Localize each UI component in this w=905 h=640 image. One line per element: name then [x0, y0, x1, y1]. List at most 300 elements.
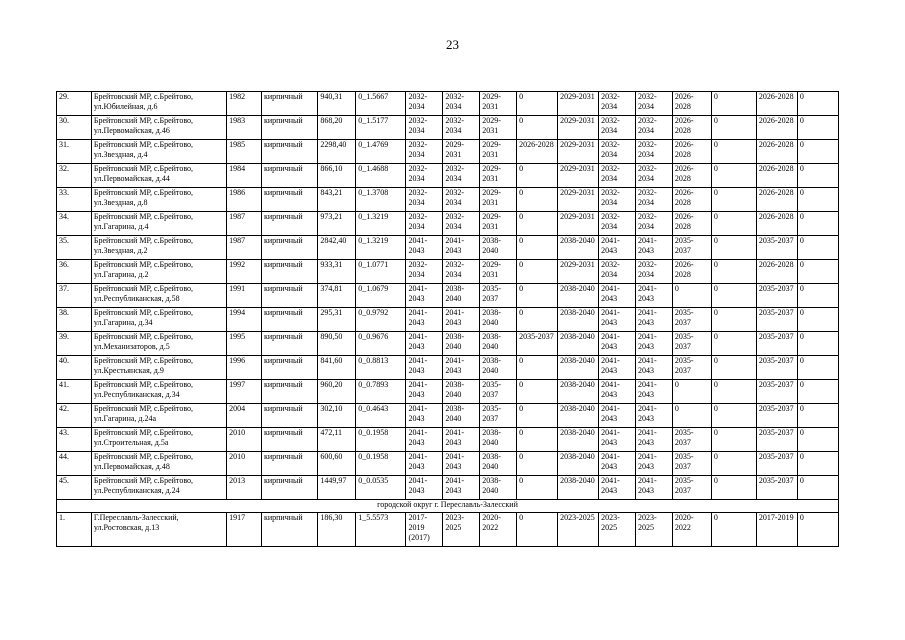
cell-c4: 0	[517, 452, 558, 476]
cell-area: 472,11	[318, 428, 356, 452]
cell-year: 1983	[227, 116, 262, 140]
address-line-2: ул.Гагарина, д.4	[93, 222, 149, 231]
cell-c2: 2038-2040	[443, 284, 480, 308]
cell-year: 2004	[227, 404, 262, 428]
cell-index: 0_1.3708	[356, 188, 406, 212]
cell-address	[91, 116, 226, 140]
cell-address	[91, 404, 226, 428]
cell-index: 0_0.0535	[356, 476, 406, 500]
cell-c7: 2041-2043	[635, 332, 672, 356]
cell-address	[91, 380, 226, 404]
cell-c1: 2032-2034	[406, 116, 443, 140]
cell-c10: 2035-2037	[756, 236, 797, 260]
cell-num: 30.	[57, 116, 92, 140]
cell-area: 868,20	[318, 116, 356, 140]
cell-year: 2010	[227, 428, 262, 452]
cell-c3: 2038-2040	[480, 428, 517, 452]
cell-c4: 0	[517, 212, 558, 236]
housing-table	[56, 91, 839, 547]
cell-c1: 2041-2043	[406, 356, 443, 380]
cell-c6: 2041-2043	[599, 308, 636, 332]
cell-c2: 2041-2043	[443, 452, 480, 476]
cell-address	[91, 164, 226, 188]
address-line-1: Брейтовский МР, с.Брейтово,	[93, 332, 194, 341]
cell-c6: 2041-2043	[599, 284, 636, 308]
cell-year: 1917	[227, 513, 262, 547]
cell-c8: 2026-2028	[672, 212, 711, 236]
address-line-1: Брейтовский МР, с.Брейтово,	[93, 116, 194, 125]
cell-material: кирпичный	[261, 92, 317, 116]
cell-material: кирпичный	[261, 236, 317, 260]
cell-num: 37.	[57, 284, 92, 308]
cell-c9: 0	[711, 380, 756, 404]
cell-material: кирпичный	[261, 116, 317, 140]
cell-area: 2298,40	[318, 140, 356, 164]
table-row	[57, 452, 839, 476]
cell-year: 1985	[227, 140, 262, 164]
table-row	[57, 236, 839, 260]
cell-c10: 2035-2037	[756, 284, 797, 308]
cell-address	[91, 212, 226, 236]
address-line-2: ул.Гагарина, д.24а	[93, 414, 157, 423]
cell-c9: 0	[711, 308, 756, 332]
address-line-2: ул.Механизаторов, д.5	[93, 342, 170, 351]
cell-num: 29.	[57, 92, 92, 116]
cell-area: 973,21	[318, 212, 356, 236]
cell-c7: 2023-2025	[635, 513, 672, 547]
cell-c9: 0	[711, 260, 756, 284]
cell-index: 0_1.4688	[356, 164, 406, 188]
cell-c9: 0	[711, 236, 756, 260]
cell-year: 2013	[227, 476, 262, 500]
cell-c6: 2032-2034	[599, 116, 636, 140]
table-row	[57, 164, 839, 188]
cell-c9: 0	[711, 140, 756, 164]
cell-c5: 2029-2031	[558, 116, 599, 140]
cell-address	[91, 284, 226, 308]
cell-year: 1994	[227, 308, 262, 332]
address-line-2: ул.Республиканская, д.24	[93, 486, 180, 495]
cell-c10: 2035-2037	[756, 308, 797, 332]
cell-c9: 0	[711, 164, 756, 188]
cell-c6: 2041-2043	[599, 356, 636, 380]
cell-c7: 2032-2034	[635, 140, 672, 164]
cell-c11: 0	[797, 212, 838, 236]
cell-c6: 2041-2043	[599, 236, 636, 260]
cell-c11: 0	[797, 308, 838, 332]
cell-area: 843,21	[318, 188, 356, 212]
cell-num: 32.	[57, 164, 92, 188]
cell-c10: 2035-2037	[756, 452, 797, 476]
cell-num: 42.	[57, 404, 92, 428]
address-line-1: Брейтовский МР, с.Брейтово,	[93, 380, 194, 389]
cell-year: 1987	[227, 236, 262, 260]
cell-address	[91, 513, 226, 547]
cell-material: кирпичный	[261, 513, 317, 547]
cell-c3: 2038-2040	[480, 452, 517, 476]
cell-c4: 0	[517, 236, 558, 260]
cell-c8: 2020-2022	[672, 513, 711, 547]
cell-c7: 2041-2043	[635, 428, 672, 452]
cell-c1: 2041-2043	[406, 428, 443, 452]
cell-c8: 2026-2028	[672, 260, 711, 284]
cell-c8: 0	[672, 404, 711, 428]
cell-c1: 2041-2043	[406, 284, 443, 308]
table-row	[57, 284, 839, 308]
cell-c5: 2029-2031	[558, 212, 599, 236]
cell-c2: 2038-2040	[443, 404, 480, 428]
cell-c10: 2026-2028	[756, 116, 797, 140]
table-row	[57, 140, 839, 164]
cell-c3: 2038-2040	[480, 476, 517, 500]
cell-c1: 2032-2034	[406, 260, 443, 284]
cell-c5: 2029-2031	[558, 140, 599, 164]
address-line-1: Брейтовский МР, с.Брейтово,	[93, 428, 194, 437]
cell-c3: 2035-2037	[480, 404, 517, 428]
cell-c9: 0	[711, 92, 756, 116]
address-line-1: Брейтовский МР, с.Брейтово,	[93, 236, 194, 245]
cell-area: 866,10	[318, 164, 356, 188]
cell-index: 0_0.8813	[356, 356, 406, 380]
address-line-2: ул.Первомайская, д.46	[93, 126, 170, 135]
cell-c11: 0	[797, 404, 838, 428]
cell-c11: 0	[797, 188, 838, 212]
cell-index: 0_0.9676	[356, 332, 406, 356]
cell-material: кирпичный	[261, 332, 317, 356]
cell-c1: 2041-2043	[406, 332, 443, 356]
cell-c10: 2026-2028	[756, 188, 797, 212]
cell-c9: 0	[711, 332, 756, 356]
cell-c11: 0	[797, 380, 838, 404]
cell-address	[91, 476, 226, 500]
cell-index: 0_0.1958	[356, 428, 406, 452]
cell-address	[91, 452, 226, 476]
cell-c2: 2032-2034	[443, 212, 480, 236]
cell-c3: 2020-2022	[480, 513, 517, 547]
cell-c2: 2032-2034	[443, 164, 480, 188]
cell-c1: 2032-2034	[406, 212, 443, 236]
cell-c4: 0	[517, 428, 558, 452]
cell-area: 295,31	[318, 308, 356, 332]
cell-c3: 2038-2040	[480, 236, 517, 260]
cell-c6: 2032-2034	[599, 140, 636, 164]
cell-num: 40.	[57, 356, 92, 380]
cell-c3: 2035-2037	[480, 284, 517, 308]
cell-c8: 2026-2028	[672, 92, 711, 116]
table-row	[57, 356, 839, 380]
address-line-2: ул.Первомайская, д.44	[93, 174, 170, 183]
cell-material: кирпичный	[261, 428, 317, 452]
cell-index: 0_1.3219	[356, 236, 406, 260]
cell-c11: 0	[797, 428, 838, 452]
cell-material: кирпичный	[261, 188, 317, 212]
table-body	[57, 92, 839, 547]
cell-num: 35.	[57, 236, 92, 260]
cell-c1: 2032-2034	[406, 140, 443, 164]
cell-c1: 2041-2043	[406, 404, 443, 428]
cell-c2: 2041-2043	[443, 428, 480, 452]
section-title: городской округ г. Переславль-Залесский	[57, 500, 839, 513]
cell-c10: 2026-2028	[756, 140, 797, 164]
cell-c11: 0	[797, 236, 838, 260]
address-line-2: ул.Республиканская, д.34	[93, 390, 180, 399]
cell-c2: 2023-2025	[443, 513, 480, 547]
cell-c2: 2041-2043	[443, 476, 480, 500]
cell-c6: 2032-2034	[599, 188, 636, 212]
address-line-1: Брейтовский МР, с.Брейтово,	[93, 212, 194, 221]
cell-c2: 2041-2043	[443, 308, 480, 332]
cell-c7: 2041-2043	[635, 284, 672, 308]
cell-c9: 0	[711, 428, 756, 452]
cell-area: 1449,97	[318, 476, 356, 500]
cell-c11: 0	[797, 260, 838, 284]
cell-c1: 2032-2034	[406, 164, 443, 188]
cell-num: 34.	[57, 212, 92, 236]
cell-c11: 0	[797, 140, 838, 164]
cell-address	[91, 188, 226, 212]
cell-address	[91, 236, 226, 260]
cell-c8: 2035-2037	[672, 332, 711, 356]
cell-year: 1982	[227, 92, 262, 116]
cell-c4: 0	[517, 404, 558, 428]
cell-c6: 2023-2025	[599, 513, 636, 547]
cell-c5: 2029-2031	[558, 188, 599, 212]
cell-material: кирпичный	[261, 284, 317, 308]
cell-num: 44.	[57, 452, 92, 476]
cell-c3: 2029-2031	[480, 260, 517, 284]
address-line-1: Брейтовский МР, с.Брейтово,	[93, 164, 194, 173]
cell-c2: 2032-2034	[443, 260, 480, 284]
cell-index: 0_0.9792	[356, 308, 406, 332]
cell-c10: 2026-2028	[756, 212, 797, 236]
cell-c7: 2041-2043	[635, 308, 672, 332]
cell-c9: 0	[711, 212, 756, 236]
cell-c5: 2038-2040	[558, 476, 599, 500]
address-line-2: ул.Строительная, д.5а	[93, 438, 169, 447]
address-line-2: ул.Юбилейная, д.6	[93, 102, 158, 111]
cell-c7: 2032-2034	[635, 188, 672, 212]
cell-c2: 2032-2034	[443, 116, 480, 140]
cell-c3: 2029-2031	[480, 164, 517, 188]
cell-c3: 2029-2031	[480, 140, 517, 164]
cell-c3: 2029-2031	[480, 188, 517, 212]
cell-num: 38.	[57, 308, 92, 332]
table-row	[57, 380, 839, 404]
cell-c1: 2041-2043	[406, 308, 443, 332]
cell-c7: 2032-2034	[635, 164, 672, 188]
cell-c9: 0	[711, 356, 756, 380]
table-row	[57, 476, 839, 500]
cell-c8: 2035-2037	[672, 236, 711, 260]
cell-c11: 0	[797, 513, 838, 547]
cell-c4: 2026-2028	[517, 140, 558, 164]
cell-area: 302,10	[318, 404, 356, 428]
cell-c6: 2041-2043	[599, 428, 636, 452]
cell-c11: 0	[797, 284, 838, 308]
cell-index: 0_1.4769	[356, 140, 406, 164]
cell-num: 45.	[57, 476, 92, 500]
cell-year: 1991	[227, 284, 262, 308]
cell-c5: 2029-2031	[558, 260, 599, 284]
cell-c4: 0	[517, 380, 558, 404]
cell-year: 1997	[227, 380, 262, 404]
cell-c10: 2035-2037	[756, 476, 797, 500]
cell-index: 1_5.5573	[356, 513, 406, 547]
cell-c5: 2038-2040	[558, 332, 599, 356]
cell-c1: 2017-2019 (2017)	[406, 513, 443, 547]
address-line-1: Брейтовский МР, с.Брейтово,	[93, 140, 194, 149]
cell-material: кирпичный	[261, 260, 317, 284]
cell-c10: 2035-2037	[756, 380, 797, 404]
address-line-2: ул.Звездная, д.2	[93, 246, 148, 255]
cell-material: кирпичный	[261, 212, 317, 236]
cell-c6: 2041-2043	[599, 380, 636, 404]
cell-c7: 2032-2034	[635, 260, 672, 284]
cell-material: кирпичный	[261, 452, 317, 476]
cell-c2: 2032-2034	[443, 92, 480, 116]
cell-num: 39.	[57, 332, 92, 356]
table-row	[57, 308, 839, 332]
cell-c8: 2026-2028	[672, 140, 711, 164]
cell-c5: 2038-2040	[558, 236, 599, 260]
cell-index: 0_1.5177	[356, 116, 406, 140]
address-line-2: ул.Звездная, д.8	[93, 198, 148, 207]
cell-year: 1984	[227, 164, 262, 188]
cell-c6: 2032-2034	[599, 212, 636, 236]
cell-material: кирпичный	[261, 380, 317, 404]
cell-c10: 2026-2028	[756, 92, 797, 116]
cell-c10: 2035-2037	[756, 356, 797, 380]
cell-index: 0_1.0771	[356, 260, 406, 284]
cell-c4: 0	[517, 188, 558, 212]
cell-area: 600,60	[318, 452, 356, 476]
cell-c7: 2041-2043	[635, 476, 672, 500]
cell-c9: 0	[711, 513, 756, 547]
cell-c3: 2029-2031	[480, 212, 517, 236]
cell-c4: 0	[517, 356, 558, 380]
address-line-2: ул.Звездная, д.4	[93, 150, 148, 159]
address-line-2: ул.Первомайская, д.48	[93, 462, 170, 471]
cell-c10: 2035-2037	[756, 332, 797, 356]
table-row	[57, 92, 839, 116]
cell-c6: 2041-2043	[599, 452, 636, 476]
cell-c11: 0	[797, 332, 838, 356]
cell-c7: 2041-2043	[635, 356, 672, 380]
cell-c4: 2035-2037	[517, 332, 558, 356]
cell-c3: 2029-2031	[480, 92, 517, 116]
cell-c11: 0	[797, 356, 838, 380]
cell-c3: 2038-2040	[480, 332, 517, 356]
cell-c5: 2023-2025	[558, 513, 599, 547]
cell-c5: 2038-2040	[558, 356, 599, 380]
cell-c9: 0	[711, 284, 756, 308]
cell-c7: 2041-2043	[635, 236, 672, 260]
cell-c8: 0	[672, 380, 711, 404]
cell-year: 2010	[227, 452, 262, 476]
cell-c3: 2035-2037	[480, 380, 517, 404]
cell-c6: 2041-2043	[599, 404, 636, 428]
cell-c8: 2035-2037	[672, 452, 711, 476]
cell-c5: 2029-2031	[558, 92, 599, 116]
cell-material: кирпичный	[261, 356, 317, 380]
address-line-2: ул.Ростовская, д.13	[93, 523, 160, 532]
cell-c6: 2041-2043	[599, 332, 636, 356]
address-line-2: ул.Гагарина, д.2	[93, 270, 149, 279]
cell-index: 0_0.1958	[356, 452, 406, 476]
housing-table-wrap	[56, 91, 839, 547]
cell-c1: 2032-2034	[406, 92, 443, 116]
cell-year: 1987	[227, 212, 262, 236]
cell-c10: 2026-2028	[756, 260, 797, 284]
address-line-1: Брейтовский МР, с.Брейтово,	[93, 92, 194, 101]
address-line-1: Брейтовский МР, с.Брейтово,	[93, 260, 194, 269]
table-row	[57, 116, 839, 140]
cell-year: 1992	[227, 260, 262, 284]
cell-c2: 2029-2031	[443, 140, 480, 164]
cell-index: 0_1.3219	[356, 212, 406, 236]
cell-c8: 2026-2028	[672, 188, 711, 212]
table-row	[57, 188, 839, 212]
cell-c2: 2038-2040	[443, 332, 480, 356]
cell-c8: 0	[672, 284, 711, 308]
table-row	[57, 404, 839, 428]
cell-c11: 0	[797, 116, 838, 140]
cell-address	[91, 92, 226, 116]
cell-c7: 2041-2043	[635, 404, 672, 428]
cell-c6: 2032-2034	[599, 92, 636, 116]
cell-c4: 0	[517, 116, 558, 140]
cell-c9: 0	[711, 188, 756, 212]
cell-area: 374,81	[318, 284, 356, 308]
cell-material: кирпичный	[261, 476, 317, 500]
cell-material: кирпичный	[261, 164, 317, 188]
table-row	[57, 260, 839, 284]
cell-index: 0_1.5667	[356, 92, 406, 116]
cell-c5: 2038-2040	[558, 452, 599, 476]
cell-c6: 2032-2034	[599, 260, 636, 284]
cell-address	[91, 260, 226, 284]
address-line-2: ул.Республиканская, д.58	[93, 294, 180, 303]
cell-c4: 0	[517, 476, 558, 500]
cell-c6: 2032-2034	[599, 164, 636, 188]
cell-c8: 2026-2028	[672, 164, 711, 188]
cell-c4: 0	[517, 308, 558, 332]
address-line-1: Брейтовский МР, с.Брейтово,	[93, 284, 194, 293]
address-line-1: Брейтовский МР, с.Брейтово,	[93, 308, 194, 317]
cell-c6: 2041-2043	[599, 476, 636, 500]
address-line-1: Брейтовский МР, с.Брейтово,	[93, 356, 194, 365]
cell-c5: 2038-2040	[558, 404, 599, 428]
cell-c11: 0	[797, 476, 838, 500]
cell-c10: 2026-2028	[756, 164, 797, 188]
cell-c4: 0	[517, 92, 558, 116]
cell-area: 940,31	[318, 92, 356, 116]
cell-c5: 2038-2040	[558, 380, 599, 404]
cell-address	[91, 356, 226, 380]
cell-c2: 2041-2043	[443, 236, 480, 260]
cell-area: 933,31	[318, 260, 356, 284]
cell-address	[91, 140, 226, 164]
cell-year: 1986	[227, 188, 262, 212]
cell-c5: 2038-2040	[558, 308, 599, 332]
cell-c3: 2029-2031	[480, 116, 517, 140]
cell-c8: 2035-2037	[672, 356, 711, 380]
cell-c9: 0	[711, 476, 756, 500]
cell-c1: 2041-2043	[406, 236, 443, 260]
cell-num: 36.	[57, 260, 92, 284]
cell-c4: 0	[517, 260, 558, 284]
cell-c11: 0	[797, 92, 838, 116]
